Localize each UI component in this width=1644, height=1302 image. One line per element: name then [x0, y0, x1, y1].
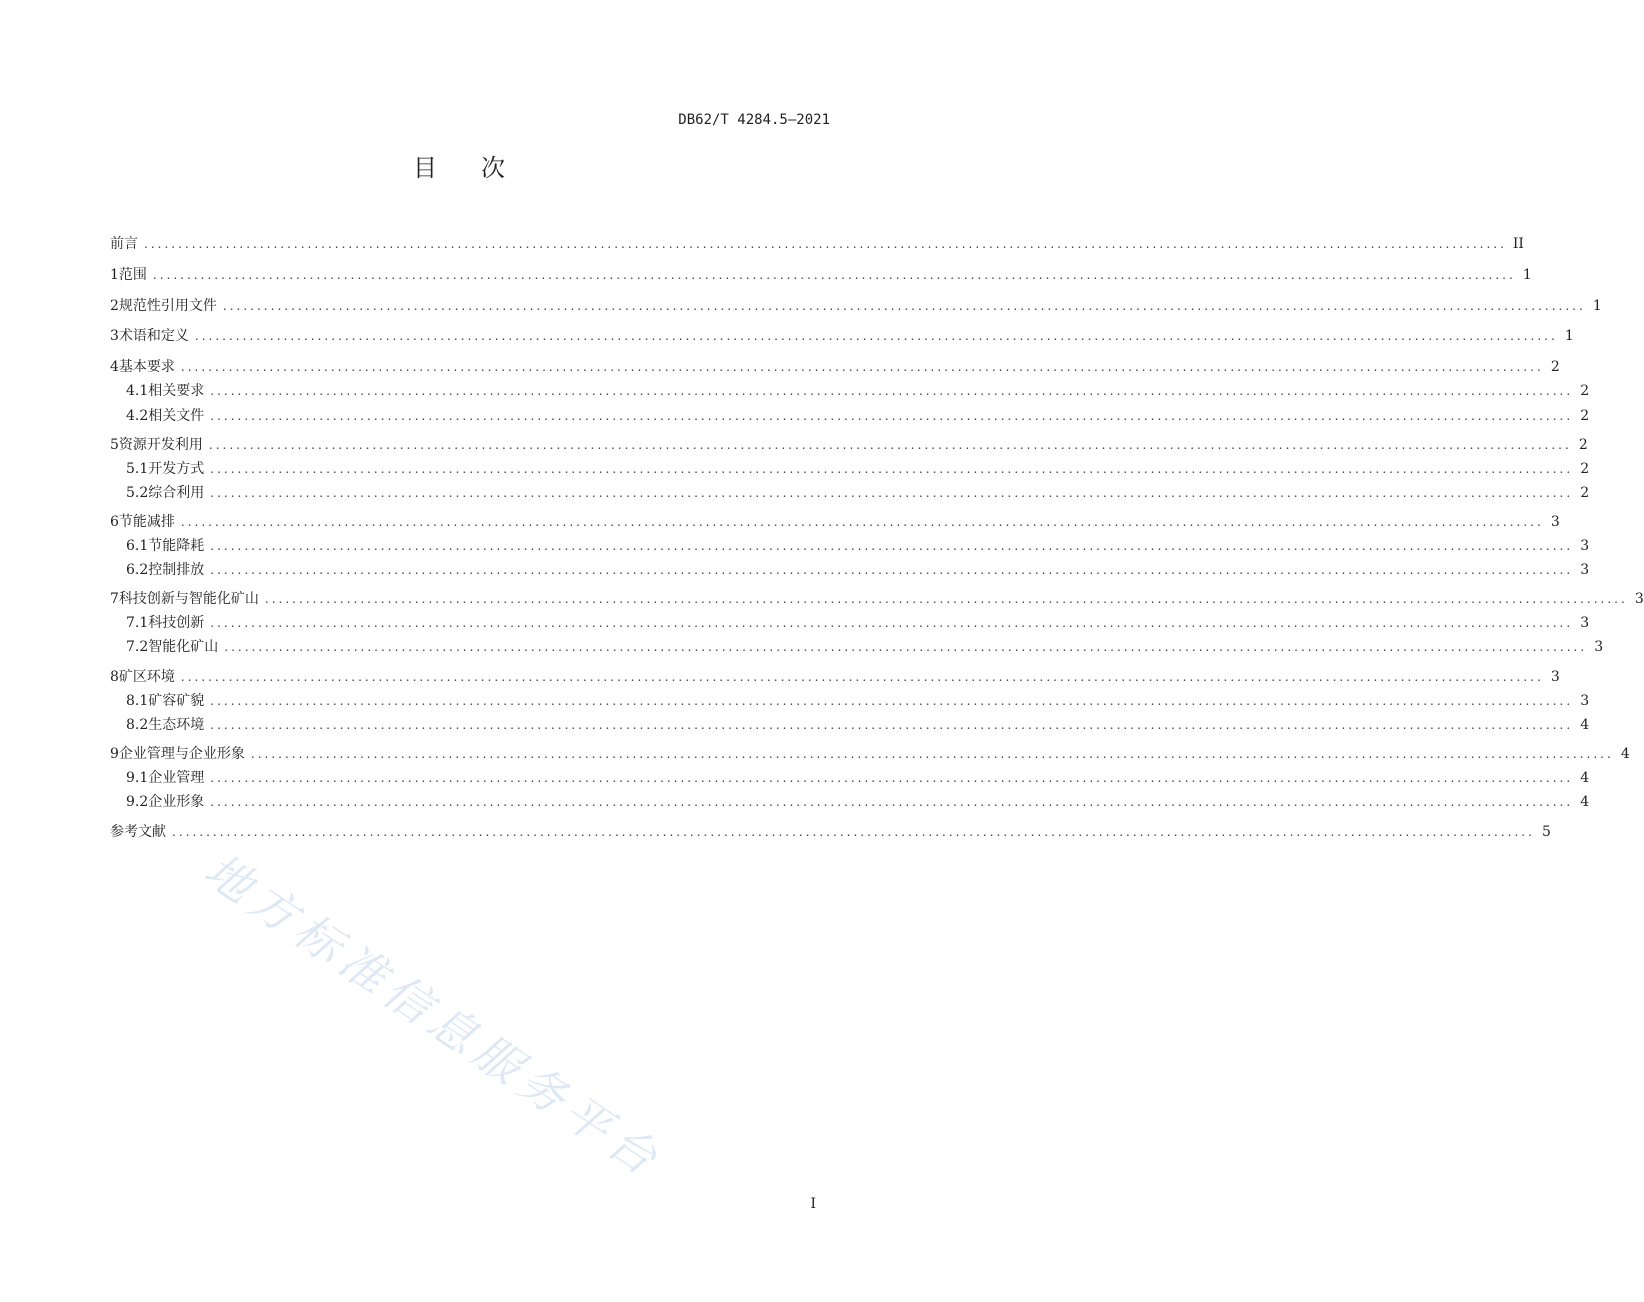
toc-entry[interactable] — [110, 714, 1590, 736]
dot-leader: ........................................................................................................................................................................................................ — [210, 563, 1574, 577]
toc-entry-number: 3 — [110, 328, 119, 344]
toc-entry-page: 4 — [1620, 746, 1630, 762]
toc-entry-page: 3 — [1550, 669, 1560, 685]
toc-entry-page: 3 — [1550, 514, 1560, 530]
toc-entry[interactable] — [110, 458, 1590, 480]
toc-entry-label: 术语和定义 — [118, 328, 189, 344]
toc-entry[interactable] — [110, 325, 1574, 347]
toc-entry-label: 相关文件 — [148, 408, 205, 424]
toc-entry-number: 2 — [110, 298, 119, 314]
toc-entry-number: 6 — [110, 514, 119, 530]
toc-entry-page: 2 — [1578, 437, 1588, 453]
toc-entry-label: 前言 — [110, 236, 138, 252]
toc-entry-number: 4 — [110, 359, 119, 375]
toc-entry-label: 规范性引用文件 — [118, 298, 217, 314]
dot-leader: ........................................................................................................................................................................................................ — [180, 670, 1544, 684]
toc-entry[interactable] — [110, 636, 1604, 658]
dot-leader: ........................................................................................................................................................................................................ — [250, 747, 1614, 761]
toc-entry[interactable] — [110, 535, 1590, 557]
dot-leader: ........................................................................................................................................................................................................ — [210, 462, 1574, 476]
dot-leader: ........................................................................................................................................................................................................ — [208, 438, 1572, 452]
toc-entry[interactable] — [110, 690, 1590, 712]
toc-entry-page: 2 — [1580, 383, 1590, 399]
toc-entry-page: 2 — [1580, 485, 1590, 501]
toc-entry-label: 基本要求 — [118, 359, 175, 375]
toc-entry-number: 5.2 — [126, 485, 149, 501]
dot-leader: ........................................................................................................................................................................................................ — [210, 795, 1574, 809]
toc-entry-page: II — [1512, 236, 1524, 252]
toc-entry-page: 4 — [1580, 770, 1590, 786]
toc-entry-number: 8 — [110, 669, 119, 685]
toc-entry[interactable] — [110, 559, 1590, 581]
toc-entry-number: 5.1 — [126, 461, 149, 477]
toc-entry-number: 9.2 — [126, 794, 149, 810]
toc-entry-page: 4 — [1580, 717, 1590, 733]
toc-entry-page: 2 — [1580, 461, 1590, 477]
dot-leader: ........................................................................................................................................................................................................ — [210, 616, 1574, 630]
toc-entry-page: 1 — [1564, 328, 1574, 344]
toc-entry-label: 节能降耗 — [148, 538, 205, 554]
dot-leader: ........................................................................................................................................................................................................ — [210, 694, 1574, 708]
toc-entry[interactable] — [110, 380, 1590, 402]
dot-leader: ........................................................................................................................................................................................................ — [144, 237, 1507, 251]
toc-entry-label: 控制排放 — [148, 562, 205, 578]
dot-leader: ........................................................................................................................................................................................................ — [264, 592, 1628, 606]
toc-entry-page: 3 — [1580, 538, 1590, 554]
page-title — [0, 148, 920, 183]
toc-entry[interactable] — [110, 821, 1551, 843]
toc-entry-label: 资源开发利用 — [118, 437, 203, 453]
toc-entry-number: 9.1 — [126, 770, 149, 786]
toc-entry-label: 综合利用 — [148, 485, 205, 501]
toc-entry-label: 智能化矿山 — [148, 639, 219, 655]
toc-entry-number: 8.2 — [126, 717, 149, 733]
toc-entry-number: 6.1 — [126, 538, 149, 554]
toc-entry-number: 9 — [110, 746, 119, 762]
toc-entry-page: 5 — [1541, 824, 1551, 840]
toc-entry[interactable] — [110, 405, 1590, 427]
dot-leader: ........................................................................................................................................................................................................ — [210, 384, 1574, 398]
toc-entry[interactable] — [110, 233, 1524, 255]
toc-entry-page: 2 — [1550, 359, 1560, 375]
toc-entry[interactable] — [110, 264, 1532, 286]
toc-entry-label: 生态环境 — [148, 717, 205, 733]
toc-entry-label: 相关要求 — [148, 383, 205, 399]
toc-entry-label: 科技创新与智能化矿山 — [118, 591, 259, 607]
toc-entry-page: 4 — [1580, 794, 1590, 810]
toc-entry-label: 参考文献 — [110, 824, 166, 840]
toc-entry-number: 7.1 — [126, 615, 149, 631]
toc-entry-label: 企业管理与企业形象 — [118, 746, 245, 762]
toc-entry[interactable] — [110, 434, 1588, 456]
toc-entry[interactable] — [110, 356, 1560, 378]
toc-entry[interactable] — [110, 482, 1590, 504]
toc-entry-label: 开发方式 — [148, 461, 205, 477]
toc-entry-number: 5 — [110, 437, 119, 453]
toc-entry-number: 8.1 — [126, 693, 149, 709]
page-number: I — [810, 1196, 816, 1212]
toc-entry[interactable] — [110, 767, 1590, 789]
page-title-char-1: 目 — [413, 154, 439, 182]
toc-entry[interactable] — [110, 588, 1644, 610]
dot-leader: ........................................................................................................................................................................................................ — [210, 718, 1574, 732]
toc-entry-page: 3 — [1594, 639, 1604, 655]
toc-entry-number: 4.1 — [126, 383, 149, 399]
dot-leader: ........................................................................................................................................................................................................ — [194, 329, 1558, 343]
toc-entry-page: 3 — [1580, 693, 1590, 709]
toc-entry-number: 1 — [110, 267, 119, 283]
toc-entry-label: 企业管理 — [148, 770, 205, 786]
toc-entry-number: 7 — [110, 591, 119, 607]
toc-entry-page: 3 — [1634, 591, 1644, 607]
toc-entry-label: 企业形象 — [148, 794, 205, 810]
toc-entry[interactable] — [110, 666, 1560, 688]
toc-entry[interactable] — [110, 612, 1590, 634]
toc-entry[interactable] — [110, 295, 1602, 317]
dot-leader: ........................................................................................................................................................................................................ — [210, 539, 1574, 553]
dot-leader: ........................................................................................................................................................................................................ — [222, 299, 1586, 313]
dot-leader: ........................................................................................................................................................................................................ — [152, 268, 1516, 282]
watermark: 地方标准信息服务平台 — [194, 842, 673, 1190]
dot-leader: ........................................................................................................................................................................................................ — [180, 515, 1544, 529]
toc-entry-label: 矿区环境 — [118, 669, 175, 685]
dot-leader: ........................................................................................................................................................................................................ — [210, 409, 1574, 423]
toc-entry-page: 3 — [1580, 615, 1590, 631]
toc-entry-number: 7.2 — [126, 639, 149, 655]
toc-entry-number: 4.2 — [126, 408, 149, 424]
toc-entry-page: 1 — [1592, 298, 1602, 314]
dot-leader: ........................................................................................................................................................................................................ — [172, 825, 1535, 839]
toc-entry-page: 2 — [1580, 408, 1590, 424]
dot-leader: ........................................................................................................................................................................................................ — [210, 771, 1574, 785]
toc-entry-page: 1 — [1522, 267, 1532, 283]
page-title-char-2: 次 — [481, 154, 507, 182]
toc-entry-label: 矿容矿貌 — [148, 693, 205, 709]
toc-entry[interactable] — [110, 743, 1630, 765]
toc-entry-number: 6.2 — [126, 562, 149, 578]
toc-entry-label: 科技创新 — [148, 615, 205, 631]
dot-leader: ........................................................................................................................................................................................................ — [224, 640, 1588, 654]
toc-entry-label: 范围 — [118, 267, 147, 283]
standard-code: DB62/T 4284.5—2021 — [678, 112, 830, 128]
toc-entry[interactable] — [110, 511, 1560, 533]
toc-entry[interactable] — [110, 791, 1590, 813]
dot-leader: ........................................................................................................................................................................................................ — [180, 360, 1544, 374]
dot-leader: ........................................................................................................................................................................................................ — [210, 486, 1574, 500]
toc-entry-page: 3 — [1580, 562, 1590, 578]
toc-entry-label: 节能减排 — [118, 514, 175, 530]
